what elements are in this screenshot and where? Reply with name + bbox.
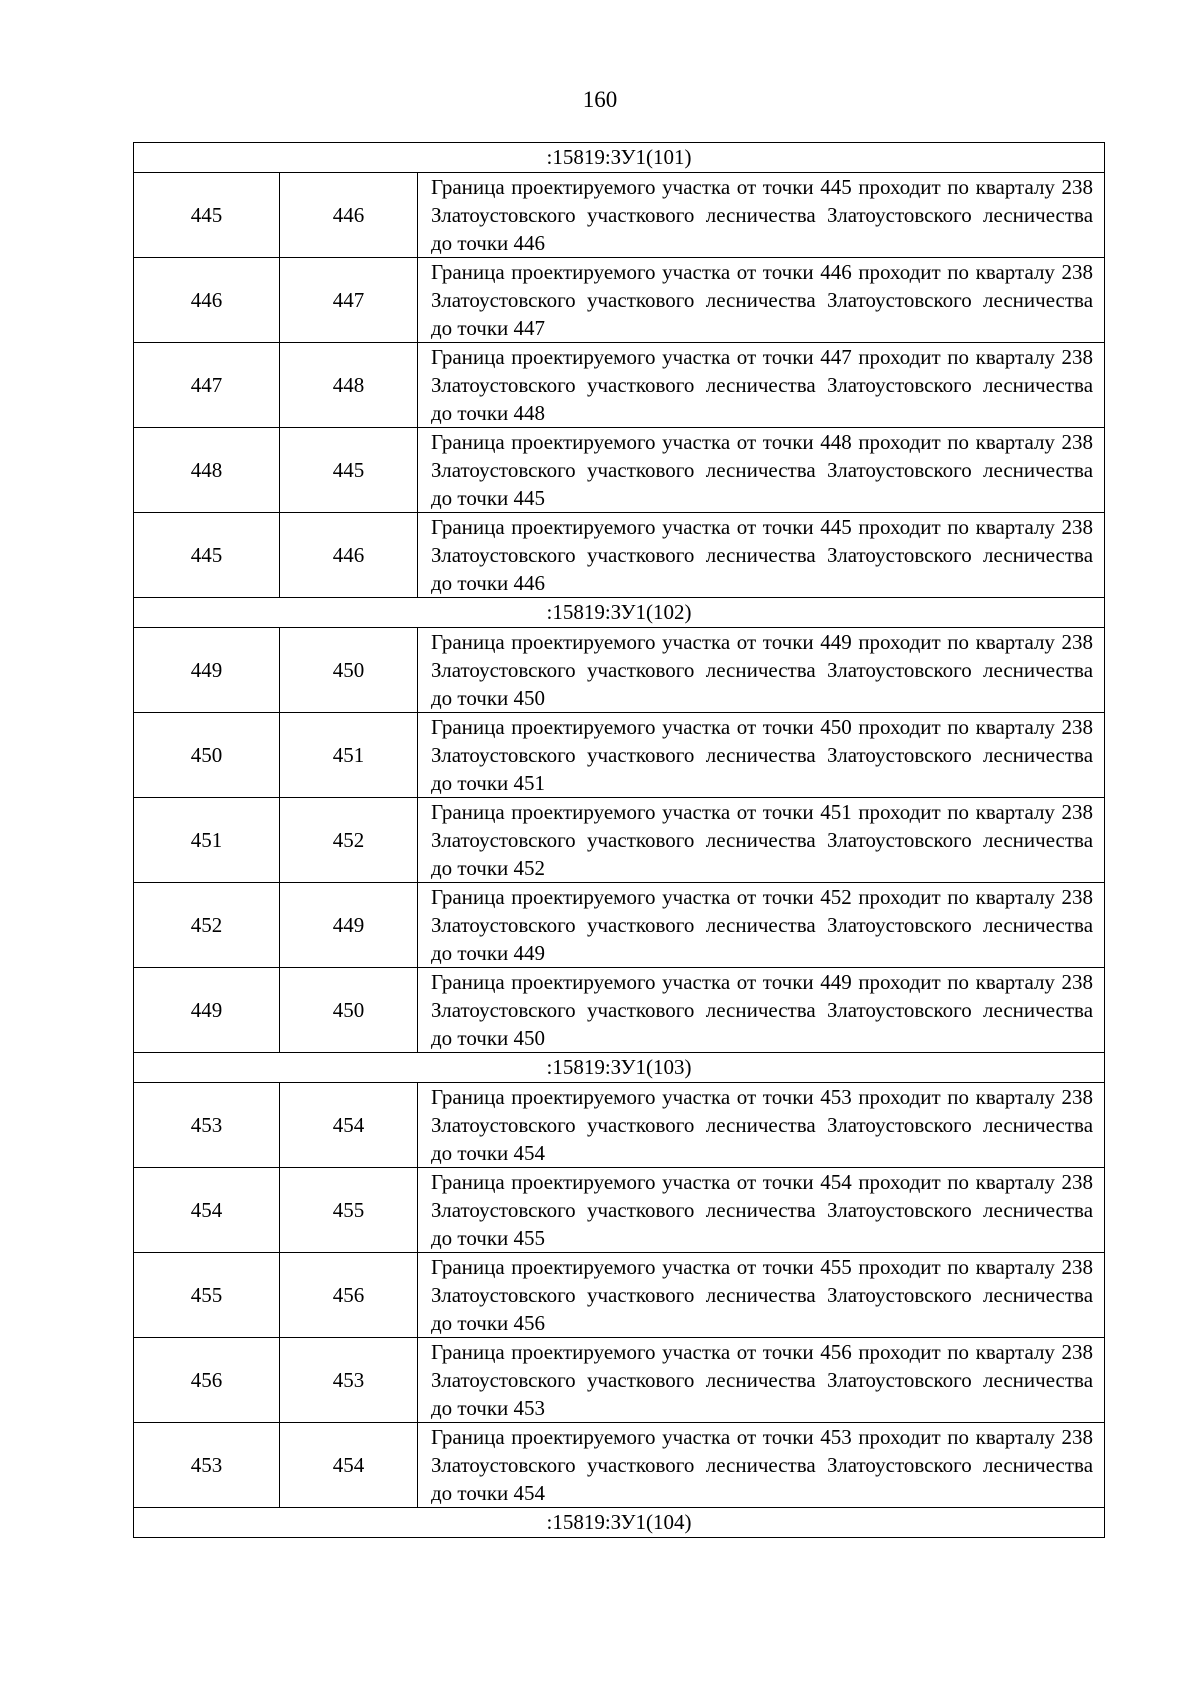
section-title: :15819:ЗУ1(101) bbox=[134, 143, 1105, 173]
point-from: 445 bbox=[134, 513, 280, 598]
boundary-description: Граница проектируемого участка от точки 451 проходит по кварталу 238 Златоустовского участкового лесничества Златоустовского лесничества до точки 452 bbox=[418, 798, 1105, 883]
point-to: 455 bbox=[280, 1168, 418, 1253]
section-header-row bbox=[134, 598, 1105, 628]
boundary-description: Граница проектируемого участка от точки 449 проходит по кварталу 238 Златоустовского участкового лесничества Златоустовского лесничества до точки 450 bbox=[418, 968, 1105, 1053]
boundary-table bbox=[133, 142, 1105, 1538]
table-row bbox=[134, 883, 1105, 968]
table-row bbox=[134, 968, 1105, 1053]
boundary-description: Граница проектируемого участка от точки 445 проходит по кварталу 238 Златоустовского участкового лесничества Златоустовского лесничества до точки 446 bbox=[418, 513, 1105, 598]
point-to: 450 bbox=[280, 628, 418, 713]
point-to: 448 bbox=[280, 343, 418, 428]
point-to: 453 bbox=[280, 1338, 418, 1423]
section-title: :15819:ЗУ1(103) bbox=[134, 1053, 1105, 1083]
boundary-description: Граница проектируемого участка от точки 449 проходит по кварталу 238 Златоустовского участкового лесничества Златоустовского лесничества до точки 450 bbox=[418, 628, 1105, 713]
table-row bbox=[134, 513, 1105, 598]
table-row bbox=[134, 428, 1105, 513]
point-from: 454 bbox=[134, 1168, 280, 1253]
boundary-description: Граница проектируемого участка от точки 453 проходит по кварталу 238 Златоустовского участкового лесничества Златоустовского лесничества до точки 454 bbox=[418, 1423, 1105, 1508]
point-to: 452 bbox=[280, 798, 418, 883]
section-title: :15819:ЗУ1(104) bbox=[134, 1508, 1105, 1538]
point-to: 454 bbox=[280, 1423, 418, 1508]
point-to: 454 bbox=[280, 1083, 418, 1168]
table-row bbox=[134, 1338, 1105, 1423]
point-from: 446 bbox=[134, 258, 280, 343]
point-from: 449 bbox=[134, 628, 280, 713]
point-to: 456 bbox=[280, 1253, 418, 1338]
boundary-description: Граница проектируемого участка от точки 453 проходит по кварталу 238 Златоустовского участкового лесничества Златоустовского лесничества до точки 454 bbox=[418, 1083, 1105, 1168]
point-from: 455 bbox=[134, 1253, 280, 1338]
boundary-description: Граница проектируемого участка от точки 446 проходит по кварталу 238 Златоустовского участкового лесничества Златоустовского лесничества до точки 447 bbox=[418, 258, 1105, 343]
table-body bbox=[134, 143, 1105, 1538]
point-from: 453 bbox=[134, 1423, 280, 1508]
boundary-description: Граница проектируемого участка от точки 456 проходит по кварталу 238 Златоустовского участкового лесничества Златоустовского лесничества до точки 453 bbox=[418, 1338, 1105, 1423]
table-row bbox=[134, 343, 1105, 428]
section-header-row bbox=[134, 143, 1105, 173]
boundary-description: Граница проектируемого участка от точки 445 проходит по кварталу 238 Златоустовского участкового лесничества Златоустовского лесничества до точки 446 bbox=[418, 173, 1105, 258]
table-row bbox=[134, 1423, 1105, 1508]
point-from: 447 bbox=[134, 343, 280, 428]
section-header-row bbox=[134, 1053, 1105, 1083]
table-row bbox=[134, 1083, 1105, 1168]
boundary-description: Граница проектируемого участка от точки 455 проходит по кварталу 238 Златоустовского участкового лесничества Златоустовского лесничества до точки 456 bbox=[418, 1253, 1105, 1338]
point-to: 451 bbox=[280, 713, 418, 798]
boundary-description: Граница проектируемого участка от точки 454 проходит по кварталу 238 Златоустовского участкового лесничества Златоустовского лесничества до точки 455 bbox=[418, 1168, 1105, 1253]
table-row bbox=[134, 173, 1105, 258]
table-row bbox=[134, 713, 1105, 798]
point-to: 446 bbox=[280, 173, 418, 258]
boundary-description: Граница проектируемого участка от точки 447 проходит по кварталу 238 Златоустовского участкового лесничества Златоустовского лесничества до точки 448 bbox=[418, 343, 1105, 428]
point-from: 449 bbox=[134, 968, 280, 1053]
point-to: 449 bbox=[280, 883, 418, 968]
section-header-row bbox=[134, 1508, 1105, 1538]
point-to: 450 bbox=[280, 968, 418, 1053]
point-to: 446 bbox=[280, 513, 418, 598]
page-number: 160 bbox=[582, 87, 618, 112]
point-from: 448 bbox=[134, 428, 280, 513]
table-row bbox=[134, 798, 1105, 883]
boundary-description: Граница проектируемого участка от точки 450 проходит по кварталу 238 Златоустовского участкового лесничества Златоустовского лесничества до точки 451 bbox=[418, 713, 1105, 798]
point-from: 451 bbox=[134, 798, 280, 883]
point-to: 445 bbox=[280, 428, 418, 513]
table-row bbox=[134, 258, 1105, 343]
point-from: 445 bbox=[134, 173, 280, 258]
boundary-description: Граница проектируемого участка от точки 452 проходит по кварталу 238 Златоустовского участкового лесничества Златоустовского лесничества до точки 449 bbox=[418, 883, 1105, 968]
point-from: 452 bbox=[134, 883, 280, 968]
boundary-description: Граница проектируемого участка от точки 448 проходит по кварталу 238 Златоустовского участкового лесничества Златоустовского лесничества до точки 445 bbox=[418, 428, 1105, 513]
table-row bbox=[134, 1168, 1105, 1253]
point-from: 450 bbox=[134, 713, 280, 798]
point-to: 447 bbox=[280, 258, 418, 343]
point-from: 456 bbox=[134, 1338, 280, 1423]
table-row bbox=[134, 1253, 1105, 1338]
table-row bbox=[134, 628, 1105, 713]
point-from: 453 bbox=[134, 1083, 280, 1168]
section-title: :15819:ЗУ1(102) bbox=[134, 598, 1105, 628]
